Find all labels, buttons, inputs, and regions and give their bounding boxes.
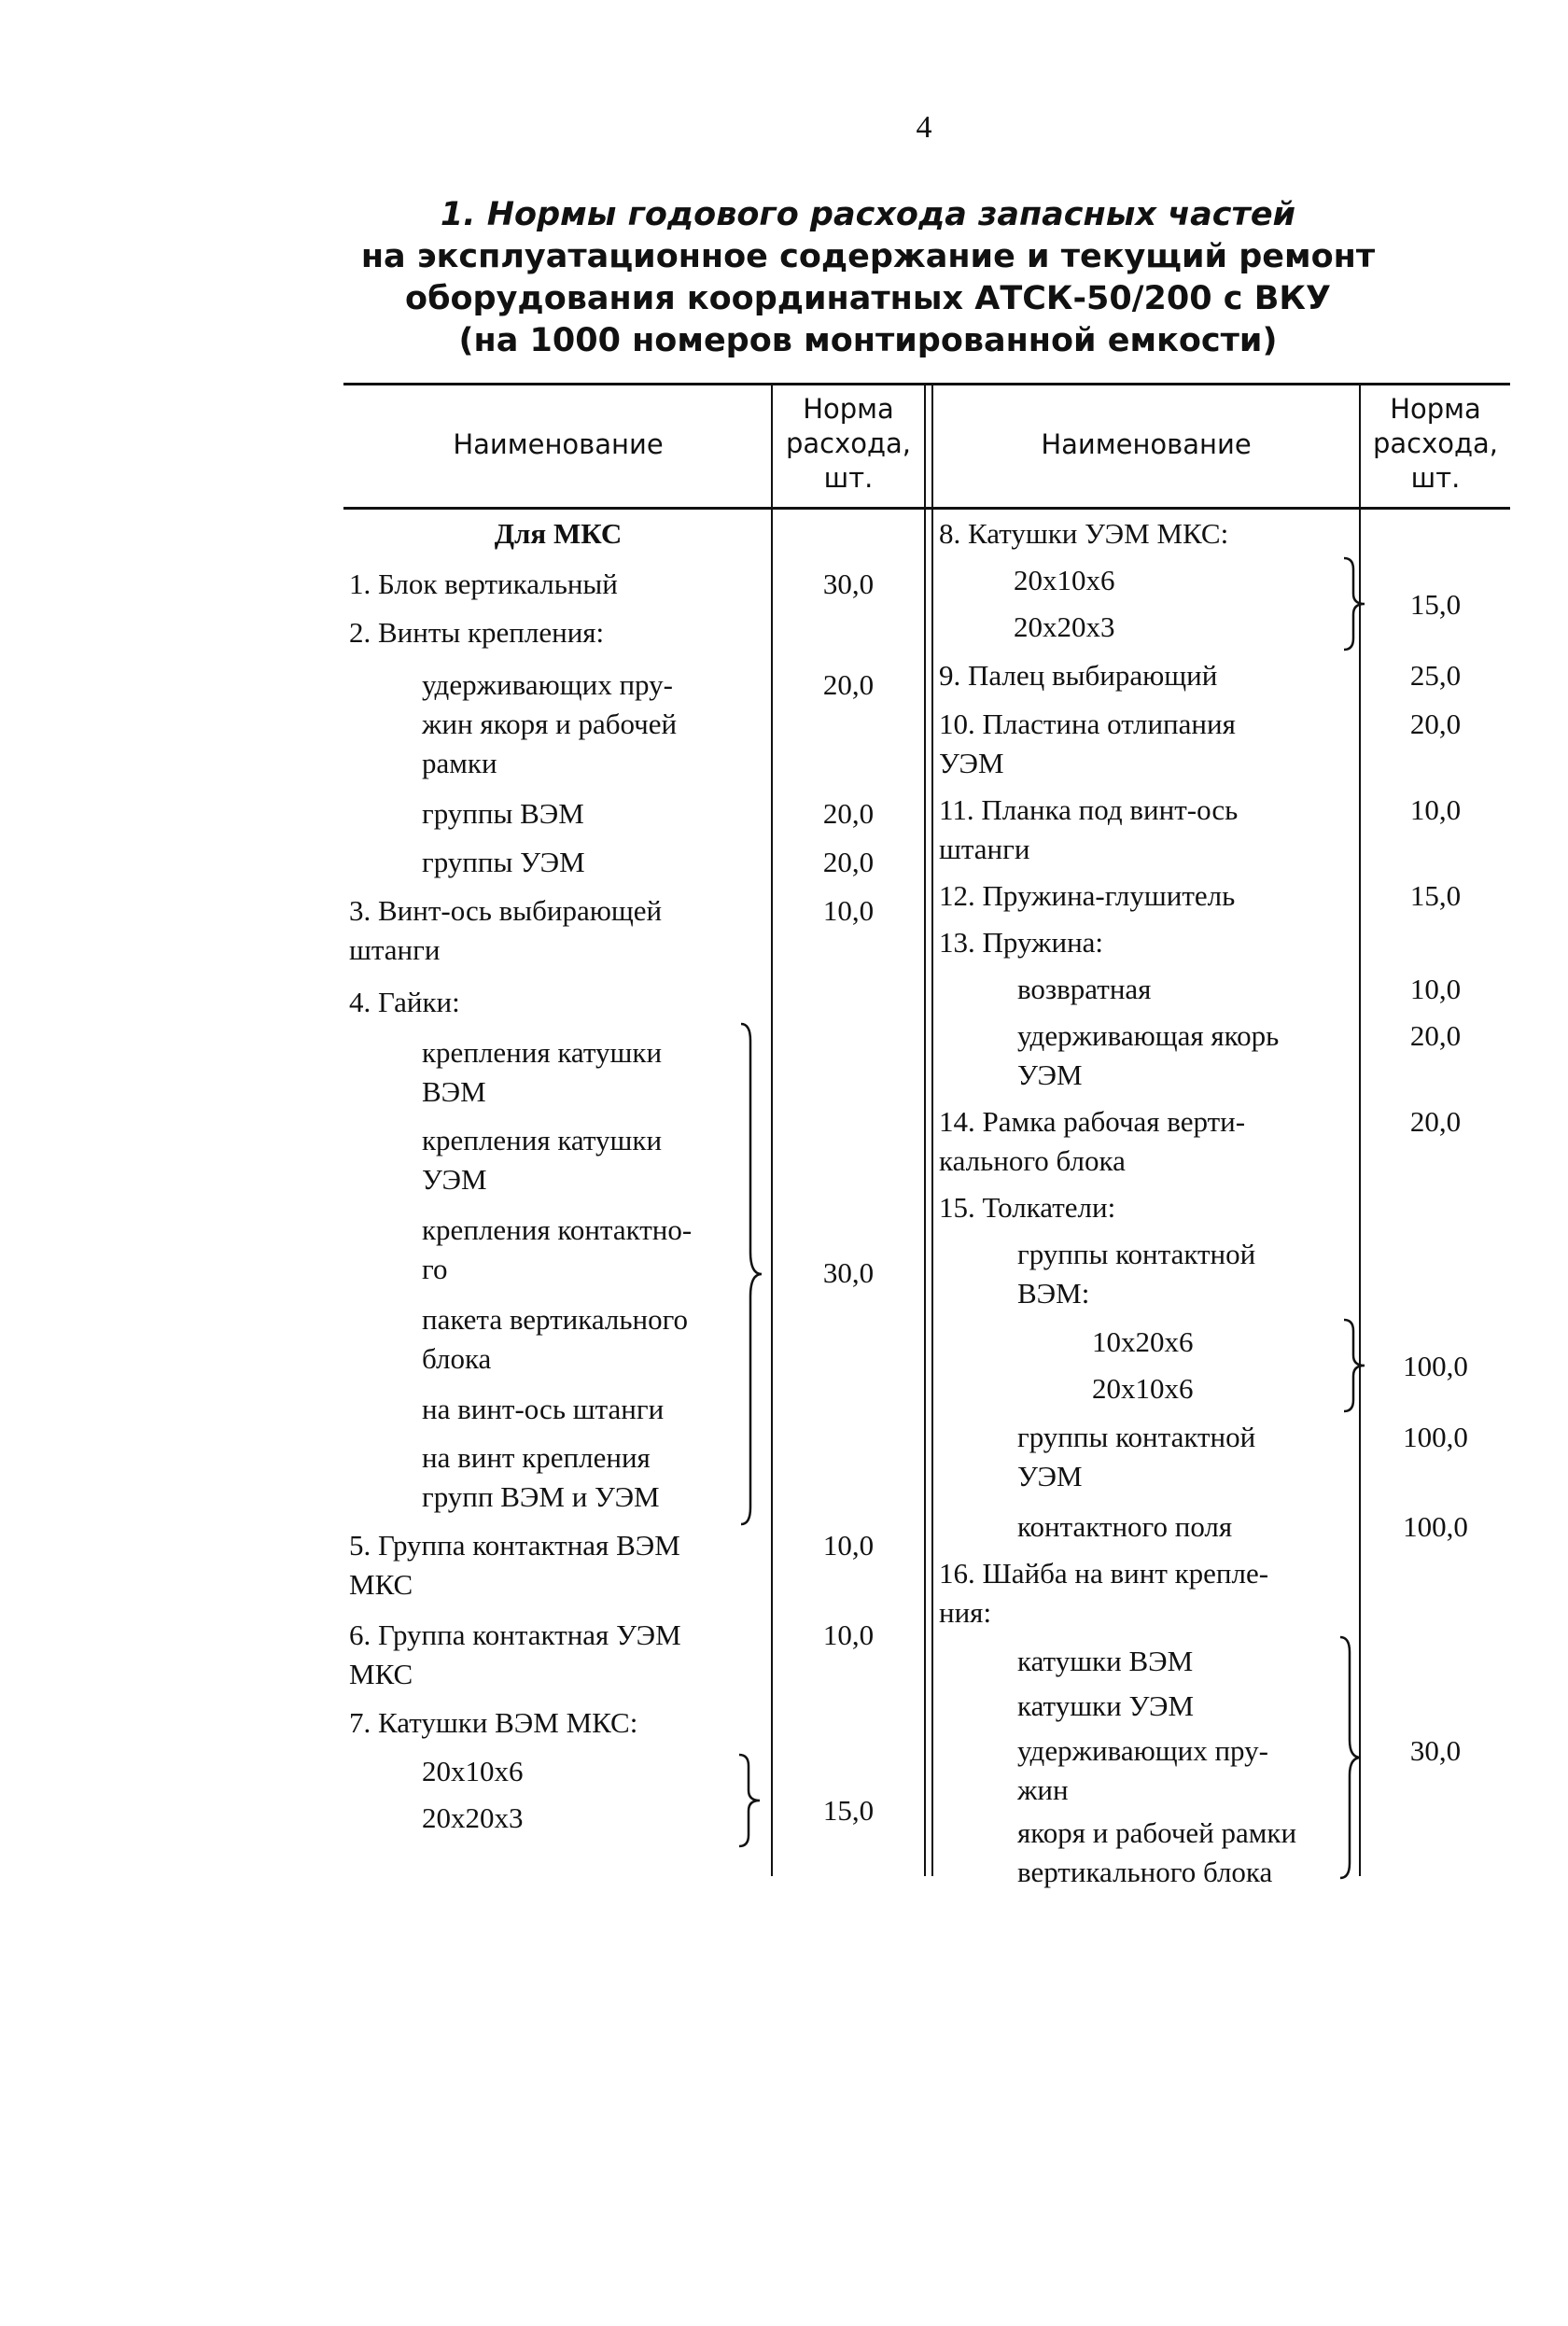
right-row-15a-size-2: 20х10х6 [1092,1372,1194,1405]
left-row-3-line-2: штанги [349,933,441,966]
right-row-14-line-1: 14. Рамка рабочая верти- [939,1105,1246,1138]
left-row-1-value: 30,0 [822,567,875,600]
right-row-12: 12. Пружина-глушитель [939,879,1236,912]
left-row-2b: группы ВЭМ [422,797,584,830]
page-number: 4 [916,110,932,145]
left-row-3-line-1: 3. Винт-ось выбирающей [349,894,663,927]
right-row-15a-value: 100,0 [1403,1350,1468,1382]
right-row-16-value: 30,0 [1409,1734,1462,1767]
right-row-11-line-1: 11. Планка под винт-ось [939,793,1239,826]
left-row-6-value: 10,0 [822,1618,875,1651]
left-group-7-brace [735,1753,763,1848]
left-row-4b-line-1: крепления катушки [422,1124,663,1156]
right-row-16c-line-2: жин [1017,1773,1069,1806]
left-row-4f-line-1: на винт крепления [422,1441,651,1474]
right-row-12-value: 15,0 [1409,879,1462,912]
right-row-15a-line-1: группы контактной [1017,1238,1256,1270]
right-group-16-brace [1337,1635,1365,1880]
left-row-7a: 20х10х6 [422,1755,524,1787]
right-row-8: 8. Катушки УЭМ МКС: [939,517,1229,550]
right-group-15a-brace [1340,1318,1368,1413]
left-row-4a-line-1: крепления катушки [422,1036,663,1069]
right-row-9-value: 25,0 [1409,659,1462,692]
right-row-15b-line-2: УЭМ [1017,1460,1083,1492]
left-row-5-line-1: 5. Группа контактная ВЭМ [349,1529,680,1562]
left-row-2c-value: 20,0 [822,846,875,878]
right-row-15b-value: 100,0 [1403,1421,1468,1453]
left-row-3-value: 10,0 [822,894,875,927]
left-row-4f-line-2: групп ВЭМ и УЭМ [422,1480,660,1513]
left-row-4d-line-2: блока [422,1342,492,1375]
right-row-8-value: 15,0 [1409,588,1462,621]
table-title [317,194,1419,362]
right-row-16-line-1: 16. Шайба на винт крепле- [939,1557,1269,1590]
left-row-7: 7. Катушки ВЭМ МКС: [349,1706,638,1739]
table-top-rule [343,383,1510,385]
right-row-16-line-2: ния: [939,1596,992,1629]
left-row-2a-value: 20,0 [822,668,875,701]
right-row-13: 13. Пружина: [939,926,1104,959]
right-row-13b-line-1: удерживающая якорь [1017,1019,1280,1052]
right-row-16d-line-2: вертикального блока [1017,1856,1273,1888]
right-row-11-line-2: штанги [939,833,1030,865]
left-row-6-line-2: МКС [349,1658,413,1690]
section-heading: Для МКС [494,517,623,550]
center-divider-b [931,383,933,1876]
left-row-4b-line-2: УЭМ [422,1163,487,1196]
left-row-2c: группы УЭМ [422,846,585,878]
right-row-15a-line-2: ВЭМ: [1017,1277,1090,1310]
title-line-2: на эксплуатационное содержание и текущий ремонт [360,238,1376,275]
right-row-8a: 20х10х6 [1014,564,1115,596]
right-row-11-value: 10,0 [1409,793,1462,826]
right-row-10-line-2: УЭМ [939,747,1004,779]
left-row-7-value: 15,0 [822,1794,875,1827]
header-norm-right: Норма расхода, шт. [1372,393,1499,494]
left-row-5-value: 10,0 [822,1529,875,1562]
right-row-13a: возвратная [1017,973,1152,1005]
title-line-4: (на 1000 номеров монтированной емкости) [458,322,1278,359]
right-row-10-value: 20,0 [1409,708,1462,740]
left-row-2a-line-2: жин якоря и рабочей [422,708,678,740]
right-row-16b: катушки УЭМ [1017,1689,1195,1722]
right-row-13b-value: 20,0 [1409,1019,1462,1052]
right-row-13a-value: 10,0 [1409,973,1462,1005]
header-name-left: Наименование [453,428,664,460]
left-group-4-brace [737,1022,765,1526]
left-row-5-line-2: МКС [349,1568,413,1601]
header-name-right: Наименование [1041,428,1252,460]
left-row-2: 2. Винты крепления: [349,616,605,649]
title-line-3: оборудования координатных АТСК-50/200 с ВКУ [405,280,1331,317]
right-row-16a: катушки ВЭМ [1017,1645,1194,1677]
left-row-7b: 20х20х3 [422,1801,524,1834]
left-row-2a-line-1: удерживающих пру- [422,668,673,701]
left-row-4a-line-2: ВЭМ [422,1075,486,1108]
right-row-14-value: 20,0 [1409,1105,1462,1138]
right-row-9: 9. Палец выбирающий [939,659,1218,692]
right-row-15b-line-1: группы контактной [1017,1421,1256,1453]
left-row-2b-value: 20,0 [822,797,875,830]
left-row-2a-line-3: рамки [422,747,497,779]
left-row-1: 1. Блок вертикальный [349,567,618,600]
left-row-4c-line-1: крепления контактно- [422,1213,693,1246]
right-row-16c-line-1: удерживающих пру- [1017,1734,1268,1767]
title-line-1: 1. Нормы годового расхода запасных частей [440,196,1296,233]
right-row-16d-line-1: якоря и рабочей рамки [1017,1816,1297,1849]
left-row-4-value: 30,0 [822,1256,875,1289]
right-row-15c: контактного поля [1017,1510,1233,1543]
right-row-10-line-1: 10. Пластина отлипания [939,708,1236,740]
center-divider-a [924,383,926,1876]
header-bottom-rule [343,507,1510,510]
right-row-15a-size-1: 10х20х6 [1092,1325,1194,1358]
right-row-13b-line-2: УЭМ [1017,1058,1083,1091]
right-row-14-line-2: кального блока [939,1144,1126,1177]
right-row-15c-value: 100,0 [1403,1510,1468,1543]
right-row-8b: 20х20х3 [1014,610,1115,643]
left-row-6-line-1: 6. Группа контактная УЭМ [349,1618,681,1651]
right-row-15: 15. Толкатели: [939,1191,1116,1224]
left-row-4d-line-1: пакета вертикального [422,1303,689,1336]
header-norm-left: Норма расхода, шт. [785,393,912,494]
left-row-4c-line-2: го [422,1253,448,1285]
right-group-8-brace [1340,556,1368,652]
left-row-4e: на винт-ось штанги [422,1393,665,1425]
left-row-4: 4. Гайки: [349,986,460,1018]
